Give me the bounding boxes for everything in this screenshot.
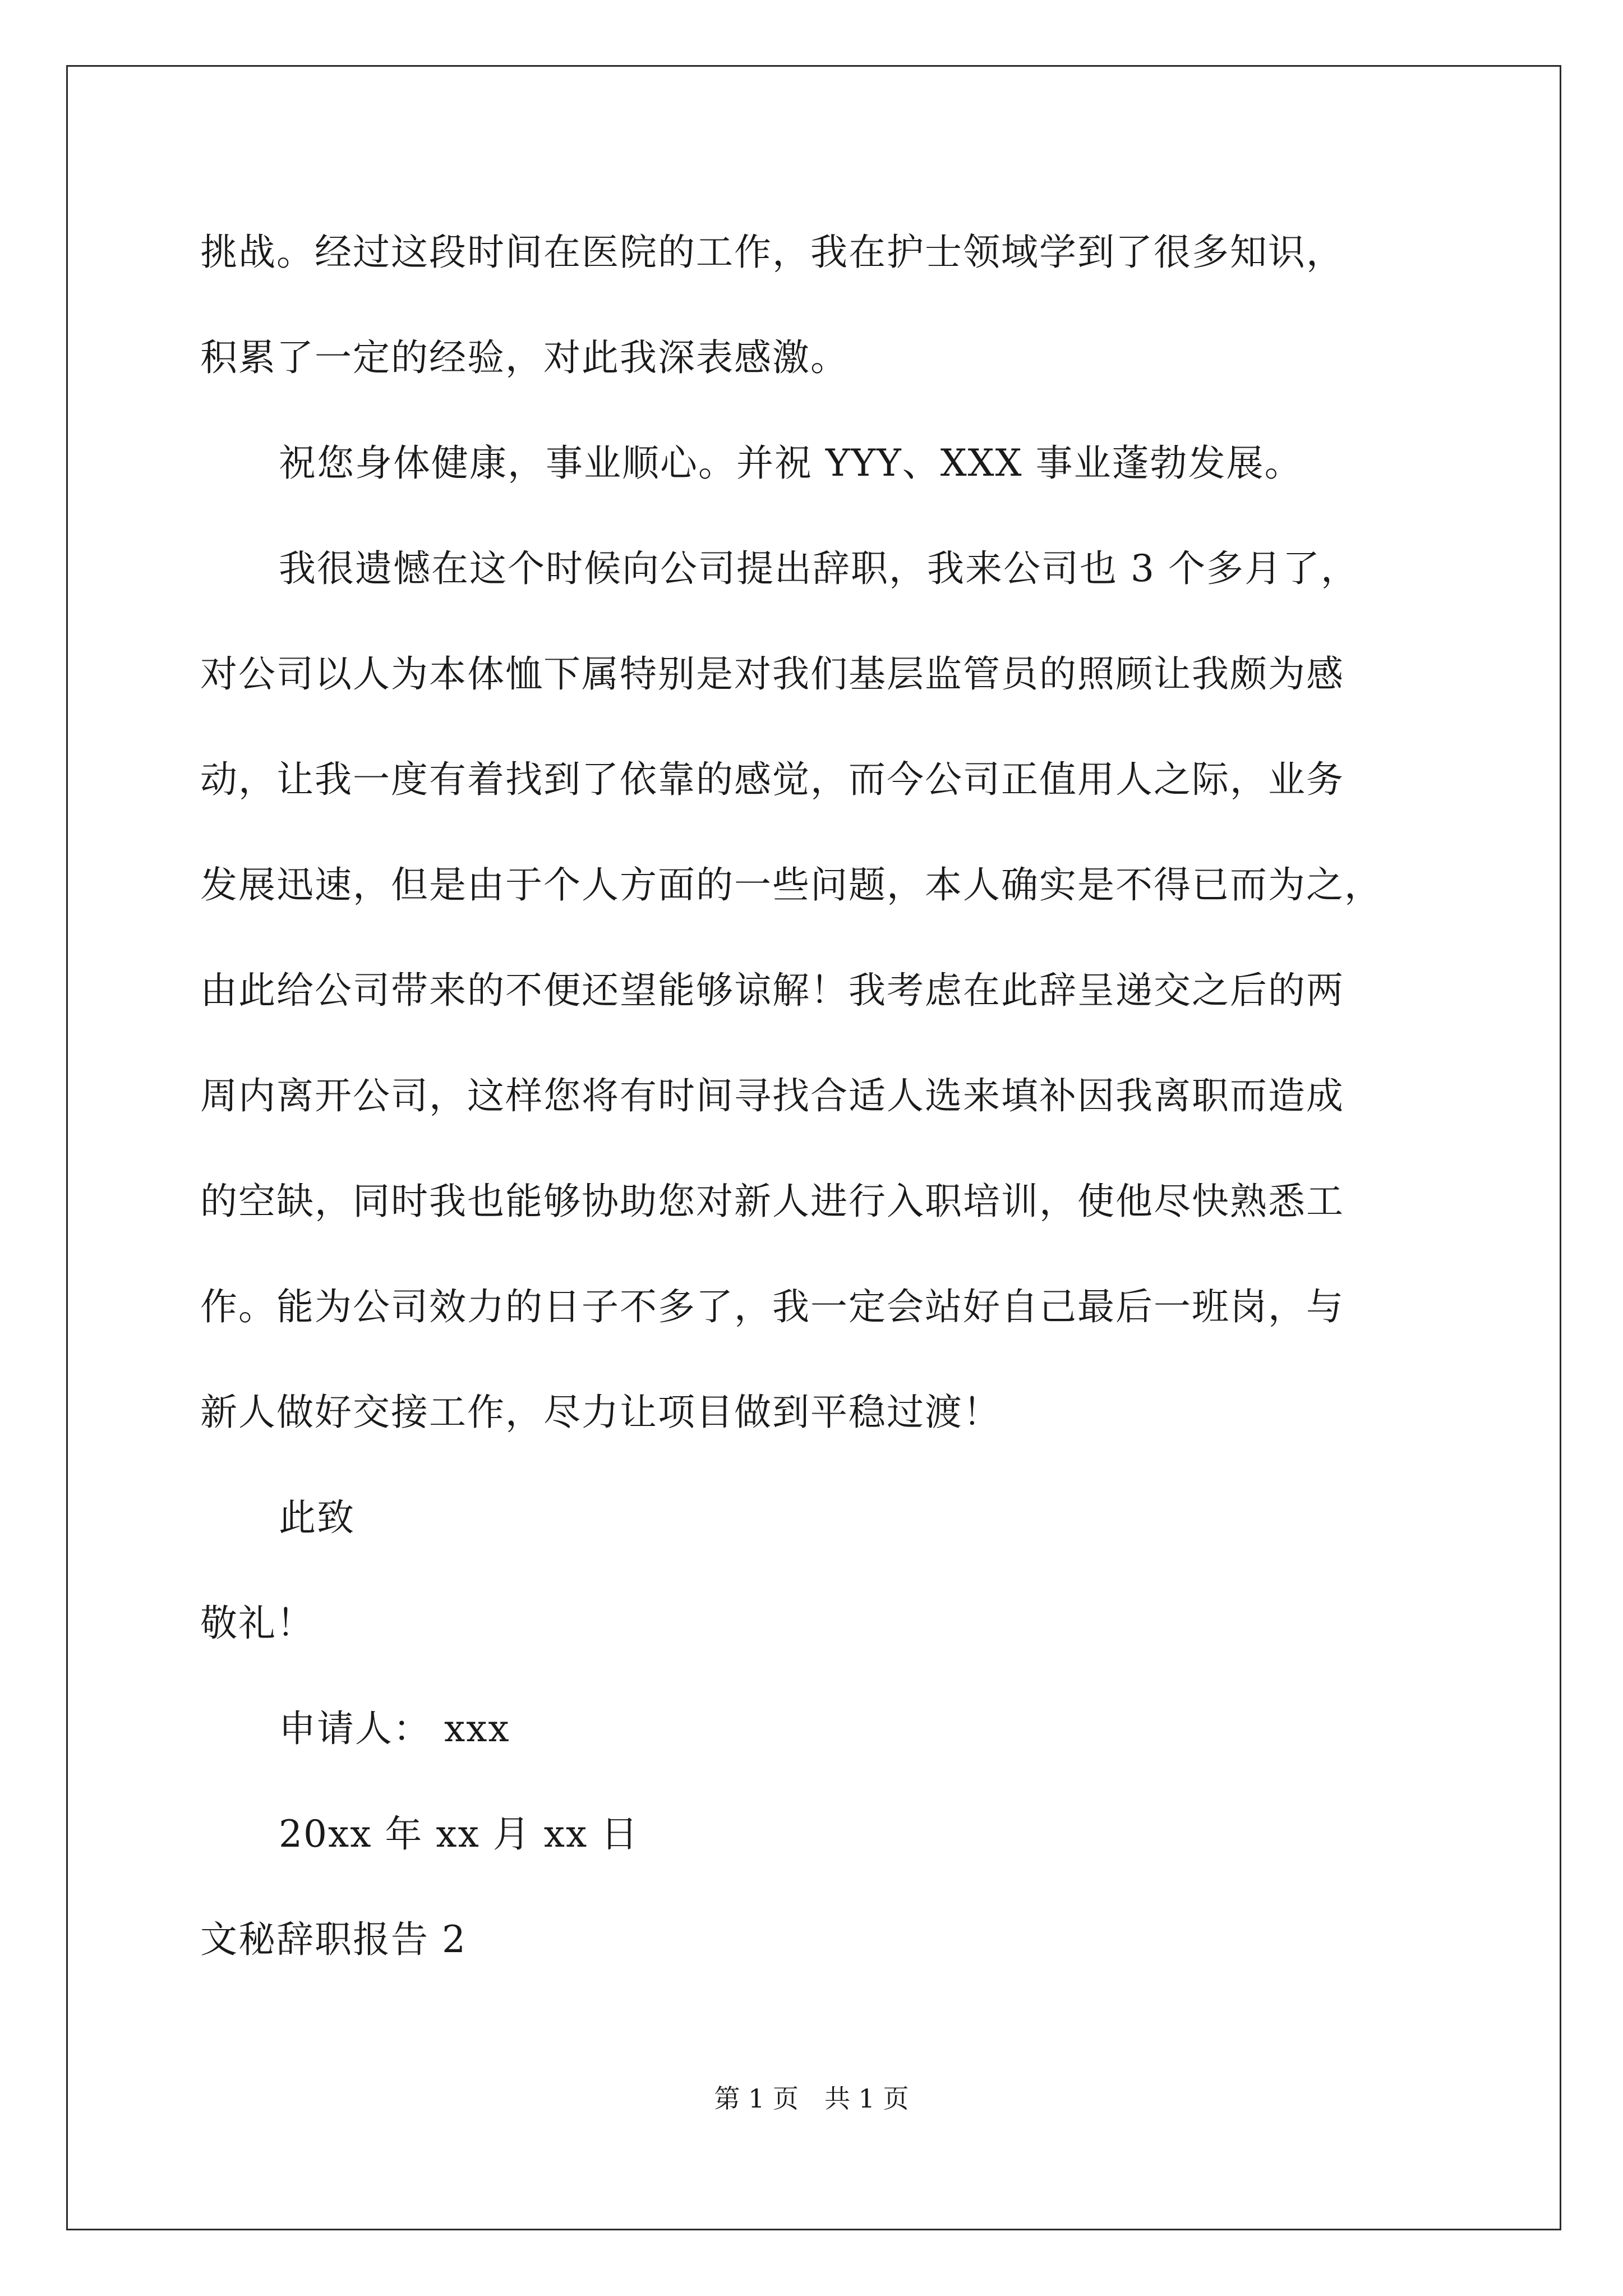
page-footer: 第 1 页 共 1 页 [714, 2083, 909, 2114]
closing-text: 此致 [279, 1496, 355, 1539]
body-line-2: 积累了一定的经验，对此我深表感激。 [200, 336, 849, 379]
body-line-3: 祝您身体健康，事业顺心。并祝 YYY、XXX 事业蓬勃发展。 [279, 441, 1303, 485]
body-line-12: 新人做好交接工作，尽力让项目做到平稳过渡！ [200, 1391, 1001, 1434]
body-line-5: 对公司以人为本体恤下属特别是对我们基层监管员的照顾让我颇为感 [200, 652, 1344, 696]
salute-text: 敬礼！ [200, 1602, 315, 1645]
body-line-4: 我很遗憾在这个时候向公司提出辞职，我来公司也 3 个多月了， [279, 547, 1359, 590]
body-line-1: 挑战。经过这段时间在医院的工作，我在护士领域学到了很多知识， [200, 231, 1344, 274]
page-border [66, 65, 1561, 2230]
body-line-7: 发展迅速，但是由于个人方面的一些问题，本人确实是不得已而为之， [200, 863, 1382, 907]
body-line-11: 作。能为公司效力的日子不多了，我一定会站好自己最后一班岗，与 [200, 1285, 1344, 1328]
body-line-9: 周内离开公司，这样您将有时间寻找合适人选来填补因我离职而造成 [200, 1074, 1344, 1117]
applicant-line: 申请人： xxx [279, 1707, 510, 1750]
body-line-8: 由此给公司带来的不便还望能够谅解！我考虑在此辞呈递交之后的两 [200, 969, 1344, 1012]
date-line: 20xx 年 xx 月 xx 日 [279, 1812, 639, 1856]
body-line-10: 的空缺，同时我也能够协助您对新人进行入职培训，使他尽快熟悉工 [200, 1180, 1344, 1223]
body-line-6: 动，让我一度有着找到了依靠的感觉，而今公司正值用人之际，业务 [200, 758, 1344, 801]
section-title: 文秘辞职报告 2 [200, 1918, 467, 1961]
